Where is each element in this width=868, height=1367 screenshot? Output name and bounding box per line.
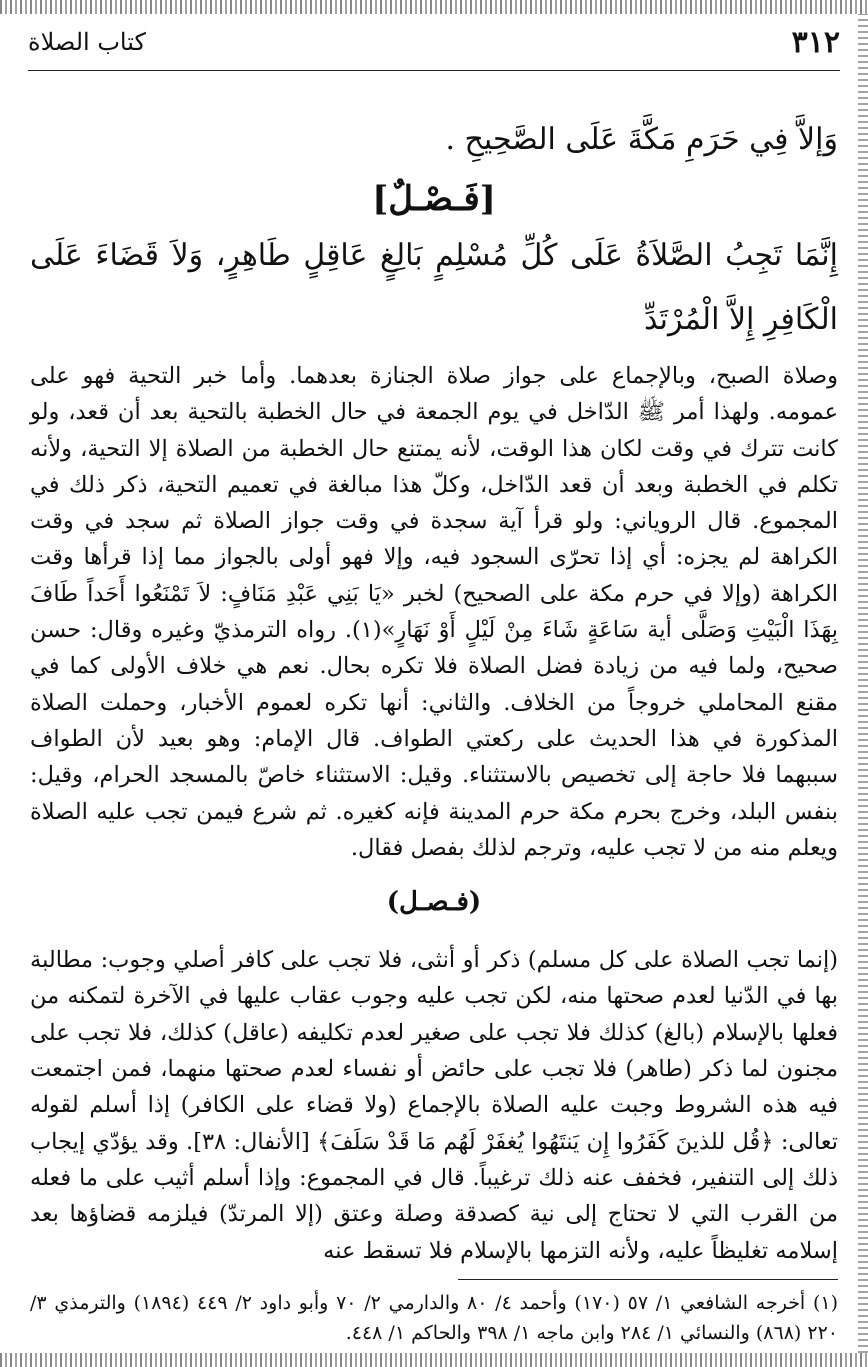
decorative-bottom-border [0,1353,868,1367]
decorative-right-border [858,14,868,1353]
footnote-divider [458,1279,838,1280]
matn-text: إِنَّمَا تَجِبُ الصَّلاَةُ عَلَى كُلِّ مُسْلِمٍ بَالِغٍ عَاقِلٍ طَاهِرٍ، وَلاَ قَضَاءَ عَلَى الْكَافِرِ إِلاَّ الْمُرْتَدِّ [30,238,838,337]
commentary-paragraph-2: (إنما تجب الصلاة على كل مسلم) ذكر أو أنثى، فلا تجب على كافر أصلي وجوب: مطالبة بها في الدّنيا لعدم صحتها منه، لكن تجب عليه وجوب عقاب عليها في الآخرة لتمكنه من فعلها بالإسلام (بالغ) كذلك فلا تجب على صغير لعدم تكليفه (عاقل) كذلك، فلا تجب على مجنون لما ذكر (طاهر) فلا تجب على حائض أو نفساء لعدم صحتها منهما، فمن اجتمعت فيه هذه الشروط وجبت عليه الصلاة بالإجماع (ولا قضاء على الكافر) إذا أسلم لقوله تعالى: ﴿قُل للذينَ كَفَرُوا إِن يَنتَهُوا يُغفَرْ لَهُم مَا قَدْ سَلَفَ﴾ [الأنفال: ٣٨]. وقد يؤدّي إيجاب ذلك إلى التنفير، فخفف عنه ذلك ترغيباً. قال في المجموع: وإذا أسلم أثيب على ما فعله من القرب التي لا تحتاج إلى نية كصدقة وصلة وعتق (إلا المرتدّ) فيلزمه قضاؤها بعد إسلامه تغليظاً عليه، ولأنه التزمها بالإسلام فلا تسقط عنه [30,947,838,1264]
matn-section-heading: [فَـصْـلٌ] [372,179,496,219]
running-title: كتاب الصلاة [28,28,146,56]
page-number: ٣١٢ [791,24,840,60]
decorative-top-border [0,0,868,14]
matn-opening-line: وَإلاَّ فِي حَرَمِ مَكَّةَ عَلَى الصَّحِيحِ . [445,122,838,157]
commentary-paragraph: وصلاة الصبح، وبالإجماع على جواز صلاة الجنازة بعدهما. وأما خبر التحية فهو على عمومه. ولهذا أمر ﷺ الدّاخل في يوم الجمعة في حال الخطبة بالتحية بعد أن قعد، ولو كانت تترك في وقت لكان هذا الوقت، لأنه يمتنع حال الخطبة من الصلاة إلا التحية، ولأنه تكلم في الخطبة وبعد أن قعد الدّاخل، وكلّ هذا مبالغة في تعميم التحية، ذكر ذلك في المجموع. قال الروياني: ولو قرأ آية سجدة في وقت جواز الصلاة ثم سجد في وقت الكراهة لم يجزه: أي إذا تحرّى السجود فيه، وإلا فهو أولى بالجواز مما إذا قرأها وقت الكراهة (وإلا في حرم مكة على الصحيح) لخبر «يَا بَنِي عَبْدِ مَنَافٍ: لاَ تَمْنَعُوا أَحَداً طَافَ بِهَذَا الْبَيْتِ وَصَلَّى أية سَاعَةٍ شَاءَ مِنْ لَيْلٍ أَوْ نَهَارٍ»(١). رواه الترمذيّ وغيره وقال: حسن صحيح، ولما فيه من زيادة فضل الصلاة فلا تكره بحال. نعم هي خلاف الأولى كما في مقنع المحاملي خروجاً من الخلاف. والثاني: أنها تكره لعموم الأخبار، وحملت الصلاة المذكورة في هذا الحديث على ركعتي الطواف. قال الإمام: وهو بعيد لأن الطواف سببهما فلا حاجة إلى تخصيص بالاستثناء. وقيل: الاستثناء خاصّ بالمسجد الحرام، وقيل: بنفس البلد، وخرج بحرم مكة حرم المدينة فإنه كغيره. ثم شرع فيمن تجب عليه الصلاة ويعلم منه من لا تجب عليه، وترجم لذلك بفصل فقال. [30,363,838,861]
footnote: (١) أخرجه الشافعي ١/ ٥٧ (١٧٠) وأحمد ٤/ ٨٠ والدارمي ٢/ ٧٠ وأبو داود ٢/ ٤٤٩ (١٨٩٤) والترمذي ٣/ ٢٢٠ (٨٦٨) والنسائي ١/ ٢٨٤ وابن ماجه ١/ ٣٩٨ والحاكم ١/ ٤٤٨. [30,1291,838,1344]
page-content [30,108,838,1348]
commentary-section-heading: (فـصـل) [386,887,482,918]
page-header [28,14,840,71]
